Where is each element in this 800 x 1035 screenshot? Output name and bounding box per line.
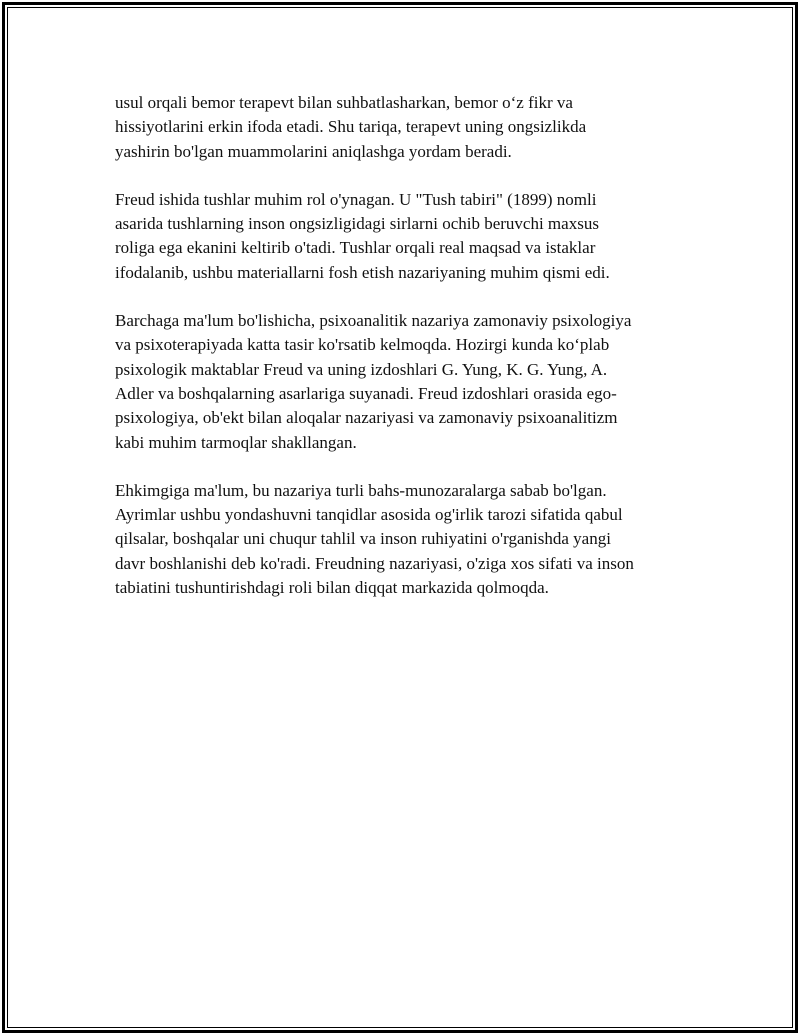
text-line: hissiyotlarini erkin ifoda etadi. Shu tariqa, terapevt uning ongsizlikda — [115, 117, 587, 137]
text-line: Barchaga ma'lum bo'lishicha, psixoanalitik nazariya zamonaviy psixologiya — [115, 311, 632, 331]
text-line: Ayrimlar ushbu yondashuvni tanqidlar asosida og'irlik tarozi sifatida qabul — [115, 505, 623, 525]
text-line: usul orqali bemor terapevt bilan suhbatlasharkan, bemor o‘z fikr va — [115, 93, 573, 112]
text-line: psixologiya, ob'ekt bilan aloqalar nazariyasi va zamonaviy psixoanalitizm — [115, 408, 618, 428]
text-line: tabiatini tushuntirishdagi roli bilan diqqat markazida qolmoqda. — [115, 578, 549, 598]
text-line: ifodalanib, ushbu materiallarni fosh etish nazariyaning muhim qismi edi. — [115, 262, 610, 282]
text-line: Adler va boshqalarning asarlariga suyanadi. Freud izdoshlari orasida ego- — [115, 383, 617, 403]
text-line: va psixoterapiyada katta tasir ko'rsatib kelmoqda. Hozirgi kunda ko‘plab — [115, 335, 610, 355]
paragraph-2 — [115, 188, 685, 285]
paragraph-4 — [115, 479, 685, 600]
text-line: Freud ishida tushlar muhim rol o'ynagan. U "Tush tabiri" (1899) nomli — [115, 189, 597, 209]
text-line: roliga ega ekanini keltirib o'tadi. Tushlar orqali real maqsad va istaklar — [115, 238, 596, 258]
text-line: qilsalar, boshqalar uni chuqur tahlil va inson ruhiyatini o'rganishda yangi — [115, 529, 611, 549]
document-body — [115, 91, 685, 624]
text-line: yashirin bo'lgan muammolarini aniqlashga yordam beradi. — [115, 141, 512, 161]
paragraph-1 — [115, 91, 685, 164]
text-line: asarida tushlarning inson ongsizligidagi sirlarni ochib beruvchi maxsus — [115, 214, 599, 234]
text-line: psixologik maktablar Freud va uning izdoshlari G. Yung, K. G. Yung, A. — [115, 359, 608, 379]
paragraph-3 — [115, 309, 685, 455]
text-line: davr boshlanishi deb ko'radi. Freudning nazariyasi, o'ziga xos sifati va inson — [115, 553, 634, 573]
text-line: kabi muhim tarmoqlar shakllangan. — [115, 432, 357, 452]
text-line: Ehkimgiga ma'lum, bu nazariya turli bahs-munozaralarga sabab bo'lgan. — [115, 480, 607, 500]
